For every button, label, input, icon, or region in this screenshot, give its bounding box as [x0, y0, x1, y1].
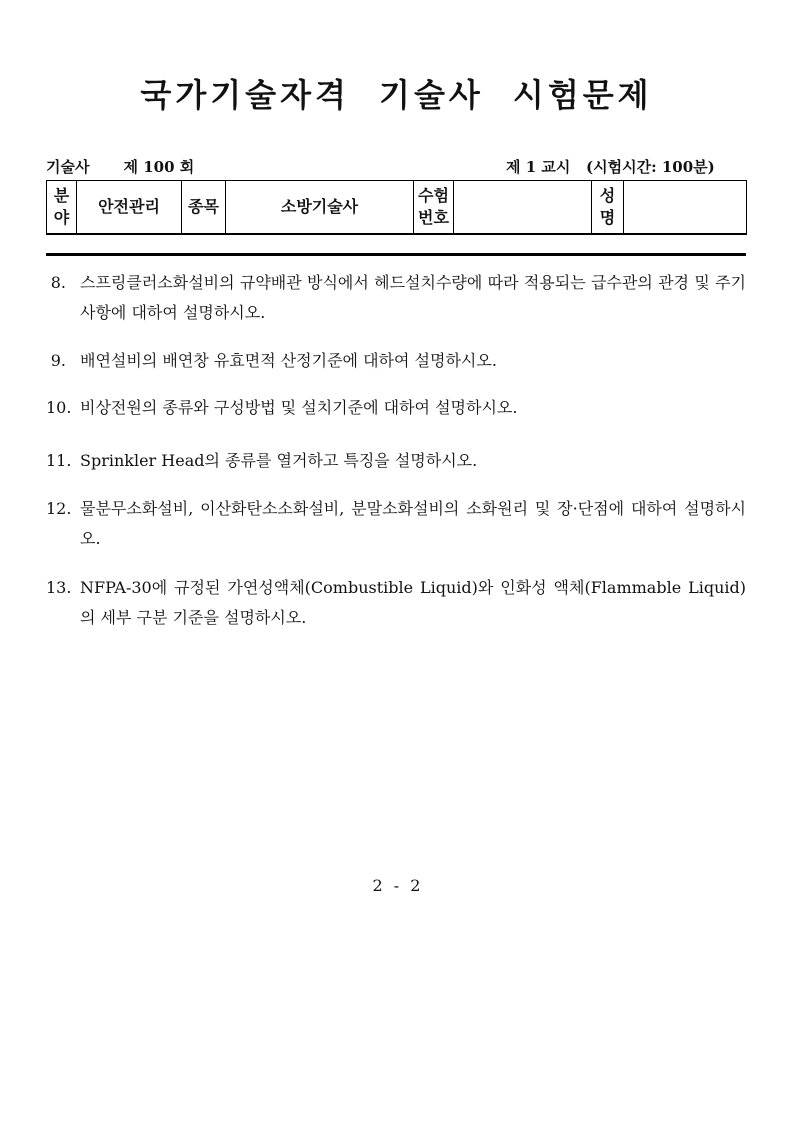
question-item [46, 393, 746, 423]
page-number: 2 - 2 [372, 876, 421, 895]
header-divider [46, 253, 746, 256]
question-number: 9. [50, 351, 66, 370]
question-number: 8. [50, 273, 66, 292]
name-label: 성명 [592, 181, 624, 235]
exam-round: 제 100 회 [123, 158, 195, 176]
question-text: 배연설비의 배연창 유효면적 산정기준에 대하여 설명하시오. [80, 351, 497, 370]
exam-meta-right [506, 156, 715, 177]
exam-category: 기술사 [46, 158, 90, 176]
question-item [46, 346, 746, 376]
item-value: 소방기술사 [226, 181, 414, 235]
question-item [46, 494, 746, 554]
question-item [46, 446, 746, 476]
exam-number-field[interactable] [454, 181, 592, 235]
question-text: Sprinkler Head의 종류를 열거하고 특징을 설명하시오. [80, 451, 478, 470]
question-text: 비상전원의 종류와 구성방법 및 설치기준에 대하여 설명하시오. [80, 398, 518, 417]
field-label: 분야 [47, 181, 77, 235]
question-text: 물분무소화설비, 이산화탄소소화설비, 분말소화설비의 소화원리 및 장·단점에 대하여 설명하시오. [80, 499, 746, 548]
exam-session: 제 1 교시 [506, 158, 571, 176]
question-item [46, 268, 746, 328]
exam-meta-left [46, 156, 194, 177]
name-field[interactable] [624, 181, 747, 235]
question-number: 10. [46, 398, 72, 417]
item-label: 종목 [182, 181, 226, 235]
question-text: NFPA-30에 규정된 가연성액체(Combustible Liquid)와 인화성 액체(Flammable Liquid)의 세부 구분 기준을 설명하시오. [80, 578, 746, 627]
exam-number-label: 수험번호 [414, 181, 454, 235]
question-number: 12. [46, 499, 72, 518]
field-value: 안전관리 [77, 181, 182, 235]
question-number: 11. [46, 451, 72, 470]
page-title: 국가기술자격 기술사 시험문제 [140, 76, 653, 114]
question-number: 13. [46, 578, 72, 597]
exam-header-table [46, 180, 747, 235]
question-text: 스프링클러소화설비의 규약배관 방식에서 헤드설치수량에 따라 적용되는 급수관의 관경 및 주기사항에 대하여 설명하시오. [80, 273, 746, 322]
exam-time: (시험시간: 100분) [586, 158, 715, 176]
question-item [46, 573, 746, 633]
